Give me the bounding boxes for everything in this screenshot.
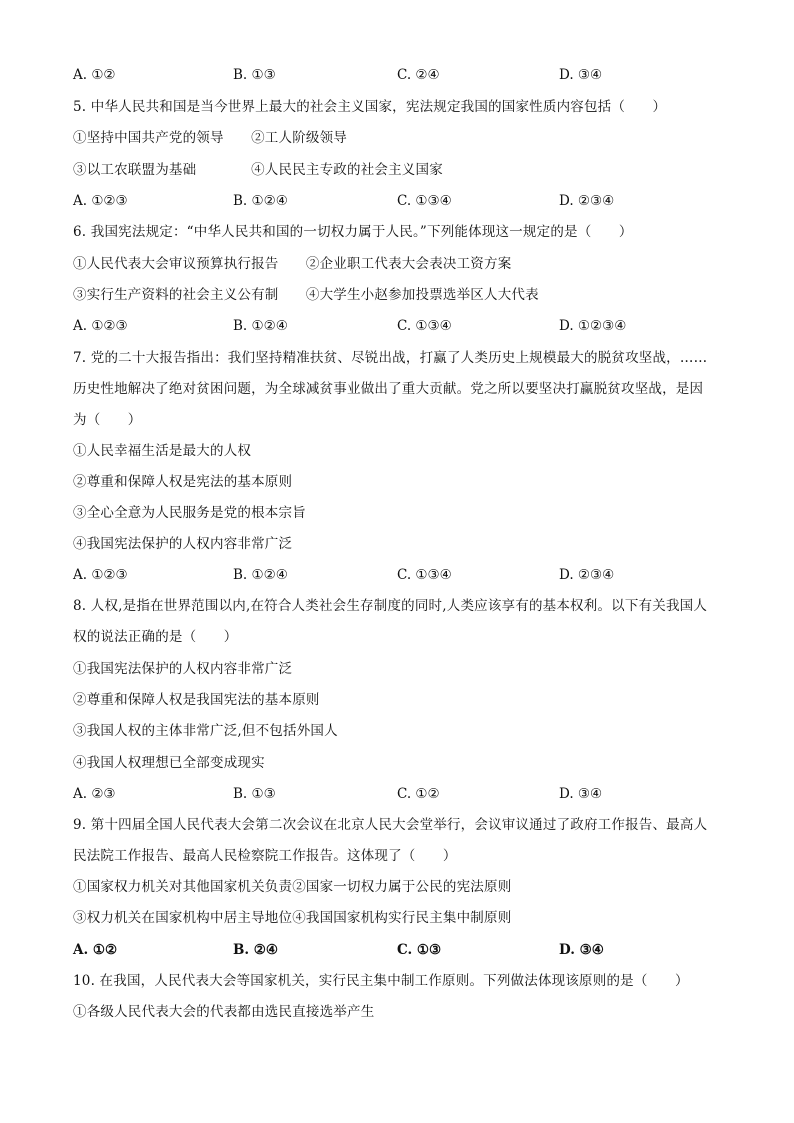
q7-options <box>73 566 723 584</box>
q8-statement: ④我国人权理想已全部变成现实 <box>73 755 265 771</box>
q9-stem-line: 9. 第十四届全国人民代表大会第二次会议在北京人民大会堂举行，会议审议通过了政府工作报告、最高人 <box>73 817 708 833</box>
q6-options <box>73 317 723 335</box>
q7-statement: ②尊重和保障人权是宪法的基本原则 <box>73 474 293 490</box>
q9-option-b: B. ②④ <box>233 942 279 958</box>
q7-statement: ③全心全意为人民服务是党的根本宗旨 <box>73 505 306 521</box>
q4-option-c: C. ②④ <box>397 67 440 83</box>
q7-statement: ①人民幸福生活是最大的人权 <box>73 443 252 459</box>
q5-statement: ①坚持中国共产党的领导 ②工人阶级领导 <box>73 130 347 146</box>
q6-stem: 6. 我国宪法规定：“中华人民共和国的一切权力属于人民。”下列能体现这一规定的是（ ） <box>73 224 633 240</box>
q6-option-b: B. ①②④ <box>233 318 288 334</box>
q6-option-c: C. ①③④ <box>397 318 452 334</box>
q8-options <box>73 785 723 803</box>
q8-statement: ①我国宪法保护的人权内容非常广泛 <box>73 661 293 677</box>
q9-option-c: C. ①③ <box>397 942 442 958</box>
q8-stem-line: 8. 人权,是指在世界范围以内,在符合人类社会生存制度的同时,人类应该享有的基本权利。以下有关我国人 <box>73 598 708 614</box>
q5-options <box>73 192 723 210</box>
q8-option-a: A. ②③ <box>73 786 116 802</box>
q6-statement: ③实行生产资料的社会主义公有制 ④大学生小赵参加投票选举区人大代表 <box>73 287 539 303</box>
q5-stem: 5. 中华人民共和国是当今世界上最大的社会主义国家，宪法规定我国的国家性质内容包括（ ） <box>73 99 667 115</box>
q7-option-a: A. ①②③ <box>73 567 128 583</box>
q9-statement: ③权力机关在国家机构中居主导地位④我国国家机构实行民主集中制原则 <box>73 910 512 926</box>
q8-option-c: C. ①② <box>397 786 440 802</box>
q7-option-c: C. ①③④ <box>397 567 452 583</box>
q6-statement: ①人民代表大会审议预算执行报告 ②企业职工代表大会表决工资方案 <box>73 256 512 272</box>
q4-option-a: A. ①② <box>73 67 116 83</box>
q9-stem-line: 民法院工作报告、最高人民检察院工作报告。这体现了（ ） <box>73 848 457 864</box>
q5-option-a: A. ①②③ <box>73 193 128 209</box>
q8-option-d: D. ③④ <box>559 786 603 802</box>
q7-stem-line: 历史性地解决了绝对贫困问题，为全球减贫事业做出了重大贡献。党之所以要坚决打赢脱贫攻坚战，是因 <box>73 381 704 397</box>
q7-option-b: B. ①②④ <box>233 567 288 583</box>
q8-stem-line: 权的说法正确的是（ ） <box>73 629 238 645</box>
q5-option-c: C. ①③④ <box>397 193 452 209</box>
q9-option-a: A. ①② <box>73 942 118 958</box>
q4-option-b: B. ①③ <box>233 67 276 83</box>
q9-option-d: D. ③④ <box>559 942 604 958</box>
q7-stem-line: 为（ ） <box>73 412 142 428</box>
q10-stem: 10. 在我国，人民代表大会等国家机关，实行民主集中制工作原则。下列做法体现该原则的是（ ） <box>73 973 689 989</box>
q7-option-d: D. ②③④ <box>559 567 615 583</box>
q9-statement: ①国家权力机关对其他国家机关负责②国家一切权力属于公民的宪法原则 <box>73 879 512 895</box>
q6-option-d: D. ①②③④ <box>559 318 627 334</box>
q5-option-b: B. ①②④ <box>233 193 288 209</box>
q8-statement: ②尊重和保障人权是我国宪法的基本原则 <box>73 692 320 708</box>
q8-statement: ③我国人权的主体非常广泛,但不包括外国人 <box>73 723 338 739</box>
q10-statement: ①各级人民代表大会的代表都由选民直接选举产生 <box>73 1004 375 1020</box>
q7-statement: ④我国宪法保护的人权内容非常广泛 <box>73 536 293 552</box>
q9-options <box>73 941 723 959</box>
q4-options <box>73 66 723 84</box>
q6-option-a: A. ①②③ <box>73 318 128 334</box>
q7-stem-line: 7. 党的二十大报告指出：我们坚持精准扶贫、尽锐出战，打赢了人类历史上规模最大的脱贫攻坚战，…… <box>73 350 708 366</box>
q8-option-b: B. ①③ <box>233 786 276 802</box>
q5-option-d: D. ②③④ <box>559 193 615 209</box>
q4-option-d: D. ③④ <box>559 67 603 83</box>
q5-statement: ③以工农联盟为基础 ④人民民主专政的社会主义国家 <box>73 162 443 178</box>
